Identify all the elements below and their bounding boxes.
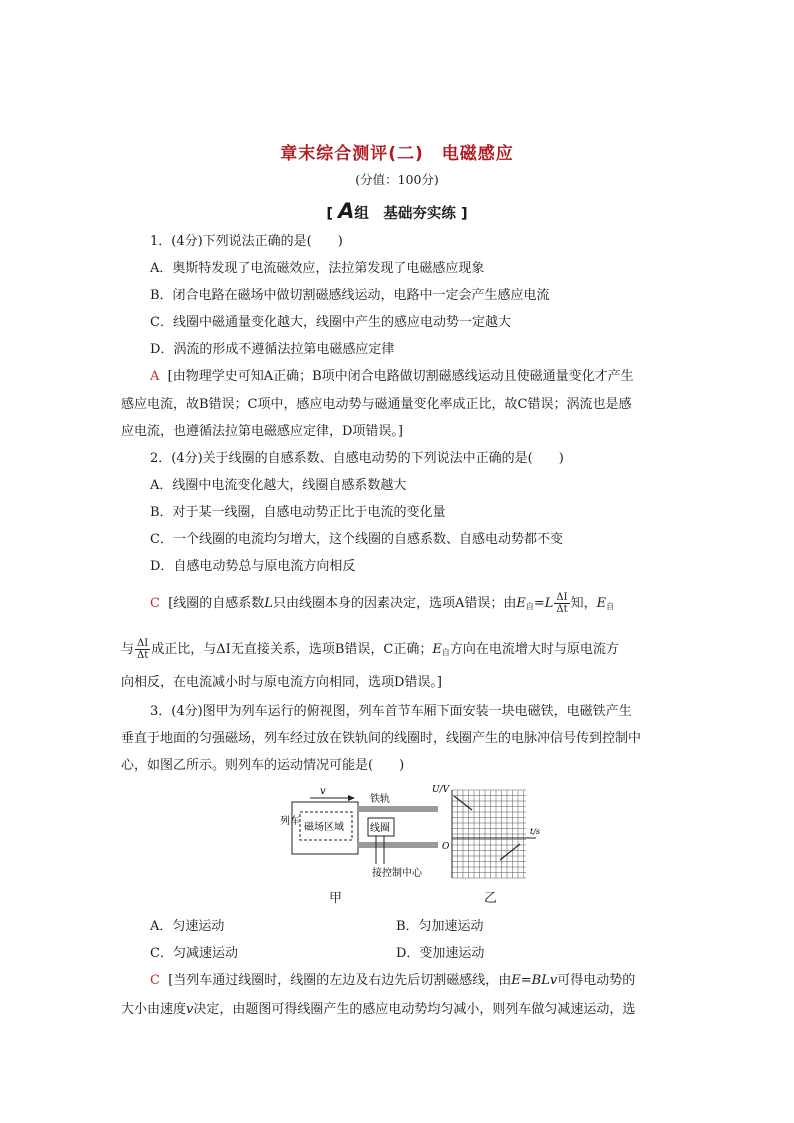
q3-stem-line-1: 3．(4分)图甲为列车运行的俯视图，列车首节车厢下面安装一块电磁铁，电磁铁产生 (150, 704, 632, 719)
q3-option-b: B．匀加速运动 (396, 919, 484, 934)
fraction-di-dt: $\frac{\Delta I}{\Delta t}$ (556, 592, 568, 615)
score-note: (分值：100分) (355, 172, 439, 187)
q2-answer: C (150, 596, 160, 611)
q3-explain-line-2: 大小由速度v决定，由题图可得线圈产生的感应电动势均匀减小，则列车做匀减速运动，选 (121, 1002, 636, 1017)
caption-yi: 乙 (484, 891, 498, 906)
section-letter: A (338, 199, 355, 223)
velocity-label: v (320, 786, 326, 797)
coil-label: 线圈 (370, 823, 390, 834)
figure-voltage-graph (430, 782, 540, 882)
q3-explain-line-1: C [当列车通过线圈时，线圈的左边及右边先后切割磁感线，由E=BLv可得电动势的 (150, 973, 636, 988)
q1-option-c: C．线圈中磁通量变化越大，线圈中产生的感应电动势一定越大 (150, 315, 511, 330)
q2-explain-line-2: 与 $\frac{\Delta I}{\Delta t}$ 成正比，与ΔI无直接关系，选项B错误，C正确；$E_自$方向在电流增大时与原电流方 (121, 638, 619, 661)
q2-explain-line-3: 向相反，在电流减小时与原电流方向相同，选项D错误。] (121, 675, 442, 690)
q1-option-b: B．闭合电路在磁场中做切割磁感线运动，电路中一定会产生感应电流 (150, 288, 550, 303)
y-axis-label: U/V (432, 785, 450, 795)
q3-answer: C (150, 973, 160, 988)
q2-option-d: D．自感电动势总与原电流方向相反 (150, 559, 356, 574)
q2-stem: 2．(4分)关于线圈的自感系数、自感电动势的下列说法中正确的是( ) (150, 451, 564, 466)
caption-jia: 甲 (329, 891, 343, 906)
page-title: 章末综合测评(二) 电磁感应 (280, 144, 514, 164)
q3-option-c: C．匀减速运动 (150, 946, 238, 961)
rail-label: 铁轨 (370, 794, 390, 805)
x-axis-label: t/s (530, 827, 540, 836)
control-center-label: 接控制中心 (372, 868, 422, 879)
q2-option-c: C．一个线圈的电流均匀增大，这个线圈的自感系数、自感电动势都不变 (150, 532, 563, 547)
q3-stem-line-2: 垂直于地面的匀强磁场，列车经过放在铁轨间的线圈时，线圈产生的电脉冲信号传到控制中 (121, 731, 642, 746)
q2-explain-line-1: C [线圈的自感系数L只由线圈本身的因素决定，选项A错误；由$E_自=L$ $\frac{\Delta I}{\Delta t}$ 知，$E_自$ (150, 592, 615, 615)
q1-explain-line-1: A [由物理学史可知A正确；B项中闭合电路做切割磁感线运动且使磁通量变化才产生 (150, 369, 634, 384)
section-bracket-right: ] (460, 206, 468, 222)
field-region-label: 磁场区域 (304, 822, 344, 833)
section-bracket-left: [ (326, 206, 334, 222)
section-heading (0, 199, 794, 223)
q2-option-b: B．对于某一线圈，自感电动势正比于电流的变化量 (150, 505, 446, 520)
q1-option-a: A．奥斯特发现了电流磁效应，法拉第发现了电磁感应现象 (150, 261, 485, 276)
fraction-di-dt-2: $\frac{\Delta I}{\Delta t}$ (137, 638, 149, 661)
figure-train-topview (278, 780, 438, 880)
section-text: 组 基础夯实练 (354, 206, 456, 222)
q1-option-d: D．涡流的形成不遵循法拉第电磁感应定律 (150, 342, 395, 357)
q1-explain-line-3: 应电流，也遵循法拉第电磁感应定律，D项错误。] (121, 424, 403, 439)
q3-option-d: D．变加速运动 (396, 946, 485, 961)
q2-option-a: A．线圈中电流变化越大，线圈自感系数越大 (150, 478, 407, 493)
origin-label: O (442, 842, 450, 852)
q1-answer: A (150, 369, 160, 384)
q3-option-a: A．匀速运动 (150, 919, 225, 934)
q1-stem: 1．(4分)下列说法正确的是( ) (150, 234, 343, 249)
q1-explain-line-2: 感应电流，故B错误；C项中，感应电动势与磁通量变化率成正比，故C错误；涡流也是感 (121, 397, 632, 412)
q3-stem-line-3: 心，如图乙所示。则列车的运动情况可能是( ) (121, 758, 405, 773)
train-label: 列车 (280, 816, 300, 827)
